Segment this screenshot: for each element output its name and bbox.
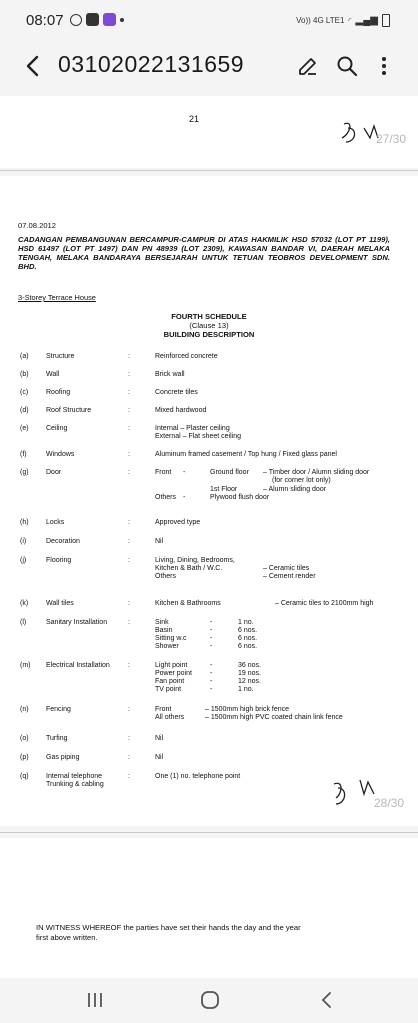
item-colon: : — [128, 600, 130, 607]
item-colon: : — [128, 425, 130, 432]
sanitary-dash: - — [210, 643, 213, 650]
item-label: Roofing — [46, 389, 71, 396]
sanitary-dash: - — [210, 619, 213, 626]
door-first-floor: 1st Floor — [210, 486, 238, 493]
flooring-right2: – Cement render — [263, 573, 316, 580]
fencing-desc: – 1500mm high brick fence — [205, 706, 290, 713]
item-colon: : — [128, 371, 130, 378]
item-code: (o) — [20, 735, 29, 742]
electrical-item: Fan point — [155, 678, 185, 685]
app-bar — [0, 42, 418, 92]
sanitary-dash: - — [210, 627, 213, 634]
fencing-desc: – 1500mm high PVC coated chain link fence — [205, 714, 343, 721]
item-code: (n) — [20, 706, 29, 713]
electrical-dash: - — [210, 686, 213, 693]
item-code: (d) — [20, 407, 29, 414]
item-label: Roof Structure — [46, 407, 92, 414]
sanitary-qty: 6 nos. — [238, 627, 258, 634]
item-label: Flooring — [46, 557, 72, 564]
item-code: (g) — [20, 469, 29, 476]
door-ground-desc2: (for corner lot only) — [272, 477, 331, 484]
doc-date: 07.08.2012 — [18, 221, 57, 230]
walltiles-right: – Ceramic tiles to 2100mm high — [275, 600, 374, 607]
item-colon: : — [128, 389, 130, 396]
doc-heading: CADANGAN PEMBANGUNAN BERCAMPUR-CAMPUR DI ATAS HAKMILIK HSD 57032 (LOT PT 1199), HSD 61497 (LOT PT 1497) DAN PN 48939 (LOT 2309), KAWASAN BANDAR VI, DAERAH MELAKA TENGAH, MELAKA BANDARAYA BERSEJARAH UNTUK TETUAN TEOBROS DEVELOPMENT SDN. BHD. — [18, 235, 390, 271]
door-first-desc: – Alumn sliding door — [263, 486, 327, 493]
item-value: Nil — [155, 538, 164, 545]
item-colon: : — [128, 538, 130, 545]
page-divider — [0, 832, 418, 833]
item-label: Internal telephone — [46, 773, 103, 780]
item-label: Locks — [46, 519, 65, 526]
item-label: Door — [46, 469, 62, 476]
item-value: Approved type — [155, 519, 201, 526]
item-label: Ceiling — [46, 425, 68, 432]
more-vert-icon[interactable] — [372, 54, 396, 78]
file-title: 03102022131659 — [58, 51, 245, 77]
electrical-qty: 12 nos. — [238, 678, 261, 685]
witness-line1: IN WITNESS WHEREOF the parties have set their hands the day and the year — [36, 923, 301, 932]
item-label: Decoration — [46, 538, 80, 545]
sanitary-qty: 6 nos. — [238, 643, 258, 650]
item-value: Nil — [155, 754, 164, 761]
status-bar — [0, 0, 418, 42]
electrical-qty: 36 nos. — [238, 662, 261, 669]
electrical-item: TV point — [155, 686, 182, 693]
fencing-item: Front — [155, 706, 172, 713]
system-nav-bar — [0, 978, 418, 1023]
item-code: (k) — [20, 600, 29, 607]
item-code: (c) — [20, 389, 29, 396]
fencing-item: All others — [155, 714, 185, 721]
item-colon: : — [128, 706, 130, 713]
item-code: (h) — [20, 519, 29, 526]
item-label: Electrical Installation — [46, 662, 110, 669]
search-icon[interactable] — [335, 54, 359, 78]
wifi-icon: ◜ — [348, 16, 352, 25]
sanitary-item: Shower — [155, 643, 179, 650]
item-label: Fencing — [46, 706, 71, 713]
item-label: Sanitary Installation — [46, 619, 108, 626]
item-colon: : — [128, 754, 130, 761]
electrical-dash: - — [210, 678, 213, 685]
sanitary-item: Sink — [155, 619, 169, 626]
sanitary-item: Basin — [155, 627, 173, 634]
item-label: Turfing — [46, 735, 68, 742]
page-counter: 28/30 — [374, 796, 405, 810]
item-colon: : — [128, 662, 130, 669]
electrical-qty: 1 no. — [238, 686, 254, 693]
item-label: Structure — [46, 353, 75, 360]
schedule-title: FOURTH SCHEDULE — [171, 312, 247, 321]
door-ground-floor: Ground floor — [210, 469, 249, 476]
item-label: Gas piping — [46, 754, 80, 761]
clock: 08:07 — [26, 12, 64, 29]
item-colon: : — [128, 557, 130, 564]
document-page-schedule: 07.08.2012 CADANGAN PEMBANGUNAN BERCAMPUR-CAMPUR DI ATAS HAKMILIK HSD 57032 (LOT PT 1199), HSD 61497 (LOT PT 1497) DAN PN 48939 (LOT 2309), KAWASAN BANDAR VI, DAERAH MELAKA TENGAH, MELAKA BANDARAYA BERSEJARAH UNTUK TETUAN TEOBROS DEVELOPMENT SDN. BHD. 3-Storey Terrace House FOURTH SCHEDULE (Clause 13) BUILDING DESCRIPTION (a) Structure : Reinforced concrete (b) Wall : Brick wall (c) Roofing : Concrete tiles (d) Roof Structure : Mixed hardwood (e) Ceiling : Internal – Plaster ceiling External – Flat sheet ceiling (f) Windows : Aluminum framed casement / Top hung / Fixed glass panel (g) Door : (h) Locks : Approved type (i) Decoration : Nil (j) Flooring : (k) Wall tiles : (l) Sanitary Installation : (m) Electrical Installation : (n) Fencing : (o) Turfing : Nil (p) Gas piping : Nil (q) Internal telephone Trunking & cabling : One (1) no. telephone point Front - Ground floor – Timber door / Alumn sliding door (for corner lot only) 1st Floor – Alumn sliding door Others - Plywood flush door Living, Dining, Bedrooms, Kitchen & Bath / W.C. Others – Ceramic tiles – Cement render Kitchen & Bathrooms – Ceramic tiles to 2100mm high Sink - 1 no. Basin - 6 nos. Sitting w.c - 6 nos. Shower - 6 nos. Light point - 36 nos. Power point - 19 nos. Fan point - 12 nos. TV point - 1 no. Front – 1500mm high brick fence All others – 1500mm high PVC coated chain link fence 28/30 — [0, 176, 418, 826]
door-others-desc: Plywood flush door — [210, 494, 270, 501]
item-value: Brick wall — [155, 371, 185, 378]
item-label: Wall tiles — [46, 600, 74, 607]
flooring-line3: Others — [155, 573, 177, 580]
system-icons — [296, 14, 390, 27]
item-colon: : — [128, 773, 130, 780]
item-colon: : — [128, 469, 130, 476]
item-value: External – Flat sheet ceiling — [155, 433, 241, 440]
electrical-item: Power point — [155, 670, 192, 677]
door-ground-desc: – Timber door / Alumn sliding door — [263, 469, 370, 476]
door-front: Front — [155, 469, 172, 476]
item-value: Mixed hardwood — [155, 407, 207, 414]
item-colon: : — [128, 619, 130, 626]
item-colon: : — [128, 451, 130, 458]
page-divider — [0, 170, 418, 171]
item-colon: : — [128, 735, 130, 742]
recents-icon[interactable] — [80, 988, 110, 1012]
item-colon: : — [128, 407, 130, 414]
item-value: Concrete tiles — [155, 389, 198, 396]
flooring-line1: Living, Dining, Bedrooms, — [155, 557, 235, 564]
dot-icon — [120, 18, 124, 22]
schedule-subtitle: BUILDING DESCRIPTION — [163, 330, 255, 339]
notification-icons — [70, 13, 124, 26]
sanitary-item: Sitting w.c — [155, 635, 187, 642]
page-counter: 27/30 — [376, 132, 407, 146]
whatsapp-icon — [70, 14, 82, 26]
document-page-top — [0, 96, 418, 168]
witness-line2: first above written. — [36, 933, 98, 942]
electrical-qty: 19 nos. — [238, 670, 261, 677]
item-colon: : — [128, 519, 130, 526]
item-code: (j) — [20, 557, 27, 564]
sanitary-qty: 1 no. — [238, 619, 254, 626]
door-others: Others — [155, 494, 177, 501]
flooring-right1: – Ceramic tiles — [263, 565, 310, 572]
sanitary-dash: - — [210, 635, 213, 642]
item-code: (l) — [20, 619, 27, 626]
electrical-dash: - — [210, 670, 213, 677]
electrical-item: Light point — [155, 662, 188, 669]
edit-icon[interactable] — [296, 54, 320, 78]
walltiles-left: Kitchen & Bathrooms — [155, 600, 221, 607]
item-label: Wall — [46, 371, 60, 378]
page-number: 21 — [189, 114, 200, 124]
item-value: Internal – Plaster ceiling — [155, 425, 230, 432]
flooring-line2: Kitchen & Bath / W.C. — [155, 565, 223, 572]
item-value: Nil — [155, 735, 164, 742]
gallery-icon — [86, 13, 99, 26]
home-icon[interactable] — [195, 988, 225, 1012]
item-code: (i) — [20, 538, 27, 545]
app-notification-icon — [103, 13, 116, 26]
document-page-witness — [0, 838, 418, 978]
item-label: Trunking & cabling — [46, 781, 104, 788]
signal-icon: ▂▄▆ — [355, 15, 378, 26]
network-label: Vo)) 4G LTE1 — [296, 16, 345, 25]
item-code: (b) — [20, 371, 29, 378]
schedule-clause: (Clause 13) — [189, 321, 229, 330]
item-value: One (1) no. telephone point — [155, 773, 241, 780]
electrical-dash: - — [210, 662, 213, 669]
signature-initials — [330, 776, 380, 806]
nav-back-icon[interactable] — [312, 988, 342, 1012]
back-arrow-icon[interactable] — [22, 52, 46, 80]
item-code: (a) — [20, 353, 29, 360]
item-label: Windows — [46, 451, 75, 458]
item-code: (p) — [20, 754, 29, 761]
item-code: (e) — [20, 425, 29, 432]
item-colon: : — [128, 353, 130, 360]
item-code: (m) — [20, 662, 31, 669]
item-code: (q) — [20, 773, 29, 780]
item-code: (f) — [20, 451, 27, 458]
battery-icon — [382, 14, 390, 27]
house-type: 3-Storey Terrace House — [18, 293, 96, 302]
item-value: Reinforced concrete — [155, 353, 218, 360]
item-value: Aluminum framed casement / Top hung / Fixed glass panel — [155, 451, 337, 458]
sanitary-qty: 6 nos. — [238, 635, 258, 642]
